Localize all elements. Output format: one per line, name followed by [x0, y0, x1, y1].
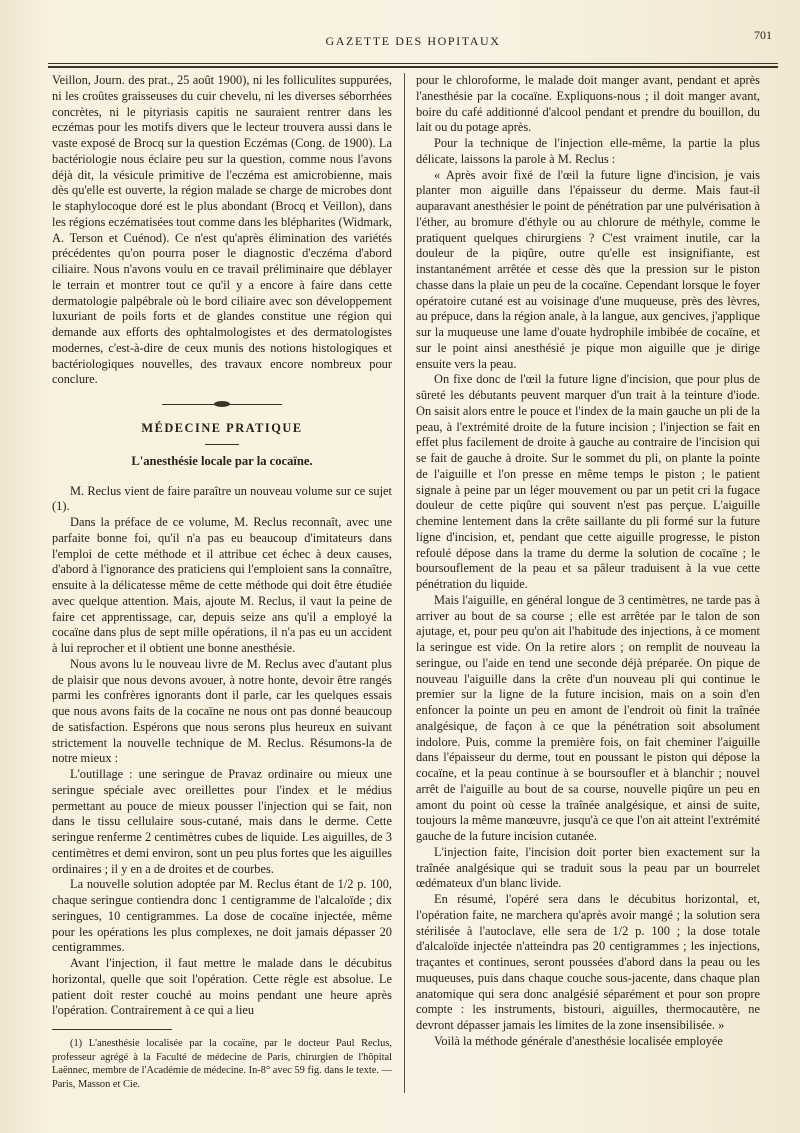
page-header: [48, 22, 778, 62]
paragraph: M. Reclus vient de faire paraître un nouveau volume sur ce sujet (1).: [52, 483, 392, 514]
page-number: 701: [754, 28, 772, 42]
paragraph: Avant l'injection, il faut mettre le malade dans le décubitus horizontal, quelle que soit l'opération. Cette règle est absolue. Le patient doit rester couché au moins pendant une heure après l'opération. Contrairement à ce qui a lieu: [52, 956, 392, 1018]
paragraph: pour le chloroforme, le malade doit manger avant, pendant et après l'anesthésie par la cocaïne. Expliquons-nous ; il doit manger avant, boire du café additionné d'alcool pendant et prendre du bouillon, du lait ou du potage après.: [416, 73, 760, 135]
paragraph: La nouvelle solution adoptée par M. Reclus étant de 1/2 p. 100, chaque seringue contiendra donc 1 centigramme de l'alcaloïde ; dix seringues, 10 centigrammes. La dose de cocaïne injectée, même pour les opérations les plus complexes, ne doit jamais dépasser 20 centigrammes.: [52, 877, 392, 955]
paragraph: L'injection faite, l'incision doit porter bien exactement sur la traînée analgésique qui se traduit sous la peau par un bourrelet œdémateux d'un blanc livide.: [416, 844, 760, 891]
footnote-rule: [52, 1029, 172, 1030]
paragraph: Voilà la méthode générale d'anesthésie localisée employée: [434, 1033, 723, 1048]
paragraph: Nous avons lu le nouveau livre de M. Reclus avec d'autant plus de plaisir que nous devons avouer, à notre honte, devoir être rangés parmi les confrères ignorants dont il parle, car les quelques essais que nous avons faits de la cocaïne ne nous ont pas donné beaucoup de satisfaction. Espérons que nous serons plus heureux en suivant strictement la nouvelle technique de M. Reclus. Résumons-la de notre mieux :: [52, 656, 392, 766]
right-column: [416, 73, 760, 1050]
section-separator-ornament: [162, 401, 282, 409]
paragraph: En résumé, l'opéré sera dans le décubitus horizontal, et, l'opération faite, ne marchera qu'après avoir mangé ; la solution sera stérilisée à l'autoclave, elle sera de 1/2 p. 100 ; la dose totale d'alcaloïde injectée n'atteindra pas 20 centigrammes ; les injections, traçantes et continues, seront poussées d'abord dans la peau ou les muqueuses, puis dans chaque couche sous-jacente, dans chaque plan anatomique qui sera donc analgésié séparément et pour son propre compte : les instruments, bistouri, aiguilles, thermocautère, ne devront dépasser jamais les limites de la zone insensibilisée. »: [416, 892, 760, 1032]
paragraph: Dans la préface de ce volume, M. Reclus reconnaît, avec une parfaite bonne foi, qu'il n'a pas eu beaucoup d'imitateurs dans l'emploi de cette méthode et il attribue cet échec à deux causes, d'abord à l'ignorance des praticiens qui l'emploient sans la connaître, ensuite à la délicatesse même de cette méthode qui doit être étudiée avec quelque attention. Mais, ajoute M. Reclus, il vaut la peine de faire cet apprentissage, car, depuis seize ans qu'il a employé la cocaïne dans plus de sept mille opérations, il n'a pas eu un accident à lui reprocher et il obtient une bonne anesthésie.: [52, 515, 392, 655]
footnote: (1) L'anesthésie localisée par la cocaïne, par le docteur Paul Reclus, professeur agrégé à la Faculté de médecine de Paris, chirurgien de l'hôpital Laënnec, membre de l'Académie de médecine. In-8° avec 59 fig. dans le texte. — Paris, Masson et Cie.: [52, 1038, 392, 1090]
paragraph: On fixe donc de l'œil la future ligne d'incision, que pour plus de sûreté les débutants peuvent marquer d'un trait à la teinture d'iode. On saisit alors entre le pouce et l'index de la main gauche un pli de la peau, à l'extrémité droite de la future incision ; l'injection se fait en effet plus facilement de droite à gauche au contraire de l'incision qui se fait de gauche à droite. Sur le sommet du pli, on plante la pointe de l'aiguille et l'on presse en même temps le piston ; le patient signale à peine par un léger mouvement ou par un petit cri la fugace douleur de cette piqûre qui souvent n'est pas perçue. L'aiguille chemine lentement dans la crête saillante du pli formé sur la future ligne d'incision, et, pendant que cette aiguille progresse, le piston refoulé dépose dans la trame du derme la solution de cocaïne ; le boursouflement de la peau et sa pâleur traduisent à la vue cette pénétration du liquide.: [416, 372, 760, 591]
column-divider: [404, 73, 405, 1093]
header-rule-thin: [48, 63, 778, 64]
left-column: [52, 73, 392, 1091]
paragraph: Pour la technique de l'injection elle-même, la partie la plus délicate, laissons la parole à M. Reclus :: [416, 136, 760, 166]
header-rule-thick: [48, 66, 778, 68]
paragraph: Mais l'aiguille, en général longue de 3 centimètres, ne tarde pas à arriver au bout de sa course ; elle est arrêtée par le talon de son ajutage, et, pour peu qu'on ait l'habitude des injections, à ce moment la seringue est vide. On la retire alors ; on remplit de nouveau la seringue, ou l'aide en tend une seconde déjà préparée. On pique de nouveau l'aiguille dans la crête d'un nouveau pli qui continue le premier sur la ligne de la future incision, mais on a soin d'en enfoncer la pointe un peu en amont de l'endroit où finit la traînée analgésique, de façon à ce que la pénétration soit absolument indolore. Puis, comme la première fois, on fait cheminer l'aiguille dans l'épaisseur du derme, tout en poussant le piston qui dépose la cocaïne, et la peau continue à se boursoufler et à blanchir ; nouvel arrêt de l'aiguille au bout de sa course, nouvelle piqûre un peu en amont du point où cesse la traînée analgésique, et ainsi de suite, toujours la même manœuvre, jusqu'à ce que l'on ait atteint l'extrémité gauche de la future incision cutanée.: [416, 592, 760, 843]
paragraph: « Après avoir fixé de l'œil la future ligne d'incision, je vais planter mon aiguille dans l'épaisseur du derme. Mais faut-il auparavant anesthésier le point de pénétration par une pulvérisation à l'éther, au bromure d'éthyle ou au chlorure de méthyle, comme le pratiquent quelques chirurgiens ? C'est vraiment inutile, car la douleur de la piqûre, outre qu'elle est insignifiante, est instantanément arrêtée et cesse dès que la pression sur le piston chasse dans la plaie un peu de la cocaïne. Cependant lorsque le foyer opératoire cutané est au voisinage d'une muqueuse, près des lèvres, au prépuce, dans la région anale, à la langue, aux gencives, j'applique sur la muqueuse une lame d'ouate hydrophile imbibée de cocaïne, et sur le point ainsi anesthésié je pique mon aiguille que je dirige ensuite vers la peau.: [416, 167, 760, 371]
paragraph: Veillon, Journ. des prat., 25 août 1900), ni les folliculites suppurées, ni les croûtes graisseuses du cuir chevelu, ni les diverses séborrhées concrètes, ni le pityriasis capitis ne sauraient rentrer dans les eczémas pour les motifs divers que le lecteur trouvera aussi dans le vaste exposé de Brocq sur la question Eczémas (Cong. de 1900). La bactériologie nous éclaire peu sur la question, comme nous l'avons déjà dit, la vésicule primitive de l'eczéma est amicrobienne, mais dès qu'elle est ouverte, la région malade se charge de microbes dont le staphylocoque doré est le plus abondant (Brocq et Veillon), dans les régions eczématisées tout comme dans les blépharites (Widmark, A. Terson et Cuénod). Ce n'est qu'après élimination des variétés précédentes qu'on pourra poser le diagnostic d'eczéma d'abord ciliaire. Nous n'avons voulu en ce travail préliminaire que déblayer le terrain et montrer tout ce qu'il y a encore à faire dans cette dermatologie palpébrale où le bord ciliaire avec son développement luxuriant de poils forts et de glandes constitue une région qui demande aux efforts des ophtalmologistes et des dermatologistes modernes, c'est-à-dire de ceux munis des notions histologiques et bactériologiques nouvelles, des travaux encore nombreux pour conclure.: [52, 73, 392, 387]
journal-title: GAZETTE DES HOPITAUX: [325, 34, 501, 48]
section-title: MÉDECINE PRATIQUE: [141, 421, 303, 435]
section-title-rule: [205, 444, 239, 445]
paragraph: L'outillage : une seringue de Pravaz ordinaire ou mieux une seringue spéciale avec oreillettes pour l'index et le médius permettant au pouce de mieux pousser l'injection qui se fait, non dans le tissu cellulaire sous-cutané, mais dans le derme. Cette seringue renferme 2 centimètres cubes de liquide. Les aiguilles, de 3 centimètres et demi environ, sont un peu plus fortes que les aiguilles ordinaires ; il y en a de droites et de courbes.: [52, 767, 392, 876]
article-title: L'anesthésie locale par la cocaïne.: [131, 453, 313, 468]
